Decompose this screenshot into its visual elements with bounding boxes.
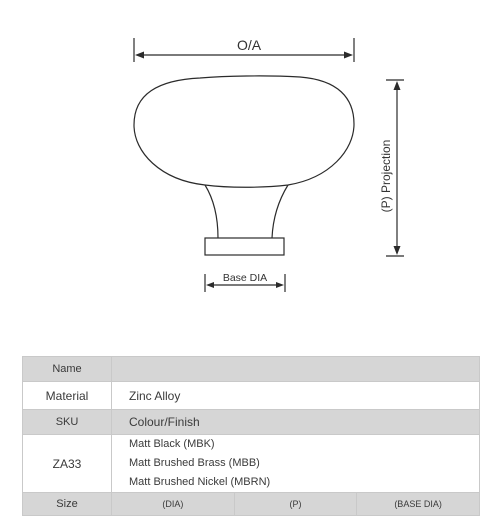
- base-label: Base DIA: [222, 272, 268, 284]
- name-row: [23, 357, 480, 382]
- knob-outline: [134, 76, 354, 255]
- overall-arrow-left: [135, 52, 144, 59]
- sku-value: ZA33: [23, 435, 112, 493]
- name-label: Name: [23, 357, 112, 382]
- size-columns-table: [112, 493, 479, 515]
- finish-header: Colour/Finish: [112, 410, 480, 435]
- sku-row: [23, 435, 480, 493]
- knob-head: [134, 76, 354, 187]
- material-row: [23, 382, 480, 410]
- overall-label: O/A: [236, 37, 262, 53]
- name-value: [112, 357, 480, 382]
- sku-header-row: [23, 410, 480, 435]
- knob-neck-left: [205, 185, 218, 238]
- size-column-dia: (DIA): [112, 493, 234, 515]
- finish-item: Matt Black (MBK): [129, 438, 215, 450]
- sku-label: SKU: [23, 410, 112, 435]
- spec-table: [22, 356, 480, 516]
- size-label: Size: [23, 493, 112, 516]
- projection-arrow-bottom: [394, 246, 401, 255]
- finish-list: [112, 435, 480, 493]
- base-arrow-right: [276, 282, 284, 288]
- size-column-projection: (P): [234, 493, 356, 515]
- knob-base: [205, 238, 284, 255]
- size-column-base-dia: (BASE DIA): [357, 493, 479, 515]
- projection-arrow-top: [394, 81, 401, 90]
- base-arrow-left: [206, 282, 214, 288]
- material-label: Material: [23, 382, 112, 410]
- knob-neck-right: [272, 185, 288, 238]
- finish-item: Matt Brushed Brass (MBB): [129, 457, 260, 469]
- size-columns: [112, 493, 480, 516]
- finish-item: Matt Brushed Nickel (MBRN): [129, 476, 271, 488]
- material-value: Zinc Alloy: [112, 382, 480, 410]
- overall-arrow-right: [344, 52, 353, 59]
- projection-label: (P) Projection: [379, 139, 393, 213]
- size-header-row: [23, 493, 480, 516]
